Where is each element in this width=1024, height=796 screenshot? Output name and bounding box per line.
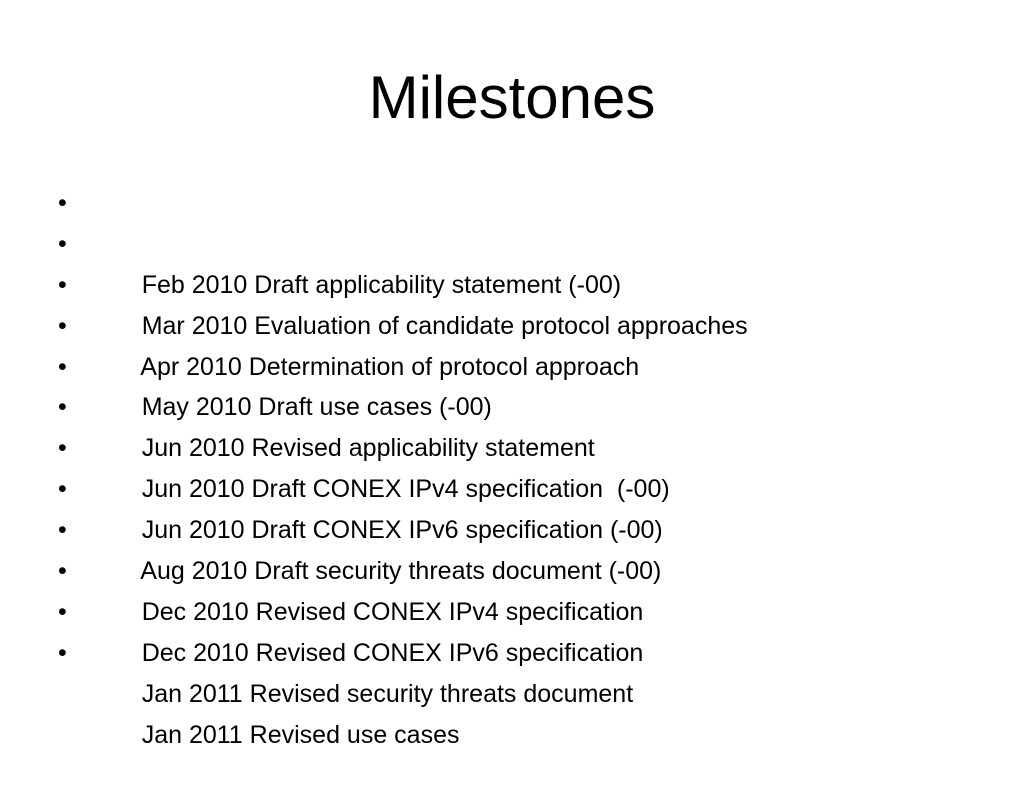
bullet-icon: • xyxy=(58,638,67,667)
list-item-text: May 2010 Draft use cases (-00) xyxy=(141,393,492,422)
bullet-icon: • xyxy=(58,229,67,258)
bullet-icon: • xyxy=(58,393,67,422)
bullet-icon: • xyxy=(58,475,67,504)
milestone-list xyxy=(58,183,748,749)
list-item-text: Dec 2010 Revised CONEX IPv6 specification xyxy=(141,638,644,667)
list-item-text: Feb 2010 Draft applicability statement (-00) xyxy=(141,270,622,299)
bullet-icon: • xyxy=(58,597,67,626)
bullet-icon: • xyxy=(58,557,67,586)
list-item-text: Aug 2010 Draft security threats document (-00) xyxy=(140,557,662,586)
list-item xyxy=(58,183,748,299)
list-item-text: Jun 2010 Draft CONEX IPv6 specification (-00) xyxy=(141,516,663,545)
bullet-icon: • xyxy=(58,311,67,340)
bullet-icon: • xyxy=(58,352,67,381)
list-item-text: Jun 2010 Revised applicability statement xyxy=(141,434,595,463)
bullet-icon: • xyxy=(58,516,67,545)
list-item-text: Jun 2010 Draft CONEX IPv4 specification (-00) xyxy=(141,475,670,504)
list-item-text: Jan 2011 Revised use cases xyxy=(141,720,460,749)
bullet-icon: • xyxy=(58,270,67,299)
list-item-text: Dec 2010 Revised CONEX IPv4 specification xyxy=(141,597,644,626)
list-item-text: Mar 2010 Evaluation of candidate protocol approaches xyxy=(141,311,748,340)
list-item-text: Apr 2010 Determination of protocol approach xyxy=(140,352,640,381)
slide-title: Milestones xyxy=(368,64,656,131)
bullet-icon: • xyxy=(58,189,67,217)
list-item-text: Jan 2011 Revised security threats document xyxy=(141,679,634,708)
bullet-icon: • xyxy=(58,434,67,463)
